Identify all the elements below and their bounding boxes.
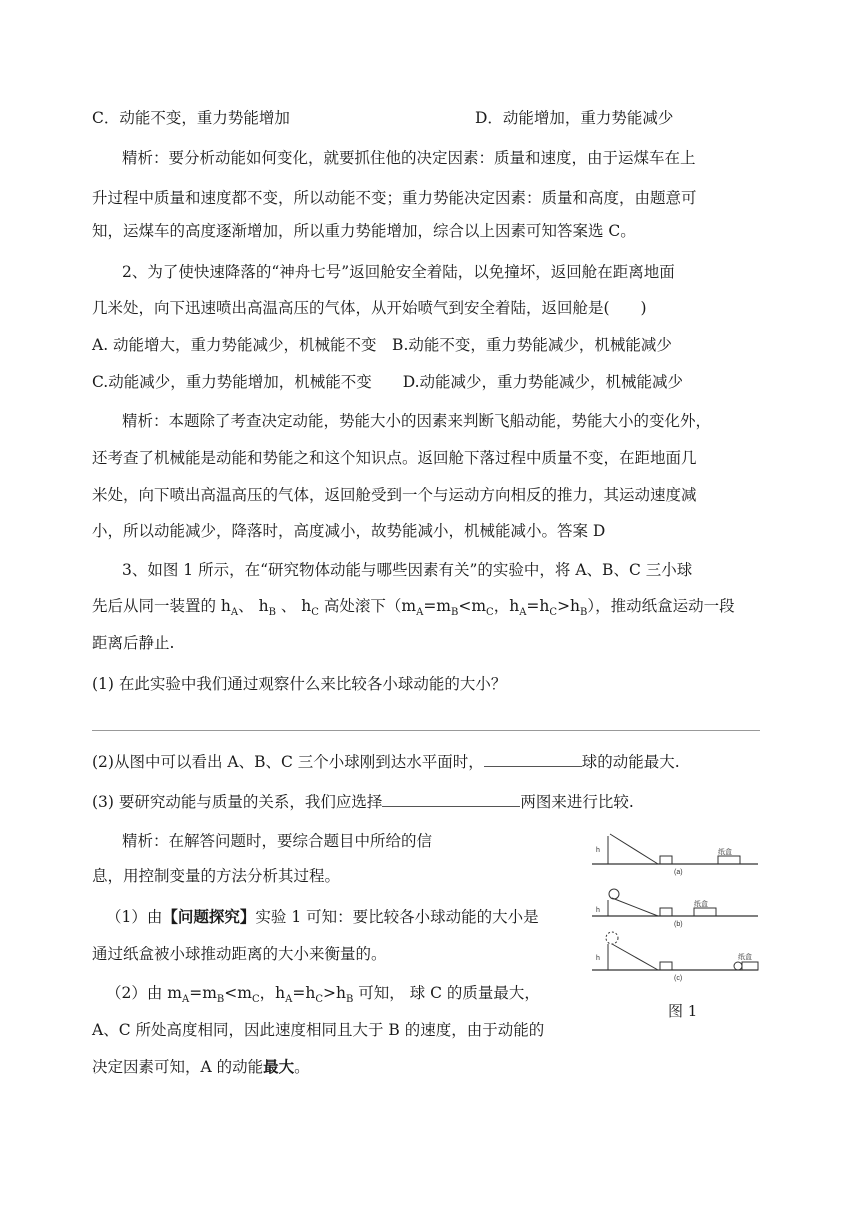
answer-blank	[382, 792, 520, 807]
q3-stem-line: 先后从同一装置的 $h_A$、 $h_B$ 、 $h_C$ 高处滚下（$m_A=m_B<m_C$，$h_A=h_C>h_B$），推动纸盒运动一段	[92, 597, 735, 618]
q3-answer-1-cont: 通过纸盒被小球推动距离的大小来衡量的。	[92, 945, 387, 963]
q2-options-cd: C.动能减少，重力势能增加，机械能不变 D.动能减少，重力势能减少，机械能减少	[92, 373, 684, 391]
svg-text:h: h	[596, 955, 600, 962]
q3-answer-2: （2）由 $m_A=m_B<m_C$，$h_A=h_C>h_B$ 可知， 球 C 的质量最大，	[106, 984, 540, 1005]
q2-analysis-line: 精析：本题除了考查决定动能，势能大小的因素来判断飞船动能，势能大小的变化外，	[122, 412, 712, 430]
q3-sub-question-1: (1) 在此实验中我们通过观察什么来比较各小球动能的大小？	[92, 675, 507, 693]
figure-caption: 图 1	[668, 1002, 698, 1020]
q3-sub-question-3: (3) 要研究动能与质量的关系，我们应选择 两图来进行比较.	[92, 793, 634, 811]
svg-text:纸盒: 纸盒	[718, 849, 732, 856]
q2-stem-line: 几米处，向下迅速喷出高温高压的气体，从开始喷气到安全着陆，返回舱是( )	[92, 299, 647, 317]
q2-stem-line: 2、为了使快速降落的“神舟七号”返回舱安全着陆，以免撞坏，返回舱在距离地面	[122, 263, 675, 281]
q3-stem-line: 距离后静止.	[92, 634, 175, 652]
q1-analysis-line: 升过程中质量和速度都不变，所以动能不变；重力势能决定因素：质量和高度，由题意可	[92, 189, 697, 207]
svg-text:纸盒: 纸盒	[738, 954, 752, 961]
q1-analysis-line: 知，运煤车的高度逐渐增加，所以重力势能增加，综合以上因素可知答案选 C。	[92, 222, 636, 240]
svg-text:纸盒: 纸盒	[694, 901, 708, 908]
svg-text:h: h	[596, 847, 600, 854]
q2-analysis-line: 小，所以动能减少，降落时，高度减小，故势能减小，机械能减小。答案 D	[92, 522, 606, 540]
answer-line	[92, 730, 760, 731]
panel-b	[592, 889, 758, 928]
q3-sub-question-2: (2)从图中可以看出 A、B、C 三个小球刚到达水平面时， 球的动能最大.	[92, 753, 680, 771]
q3-answer-2-cont: 决定因素可知，A 的动能最大。	[92, 1057, 310, 1076]
q3-analysis-line: 息，用控制变量的方法分析其过程。	[92, 867, 341, 885]
q1-option-d: D．动能增加，重力势能减少	[475, 109, 674, 127]
q3-answer-1: （1）由【问题探究】实验 1 可知：要比较各小球动能的大小是	[106, 907, 539, 926]
svg-text:(b): (b)	[674, 921, 683, 928]
svg-text:(a): (a)	[674, 869, 683, 876]
q2-analysis-line: 米处，向下喷出高温高压的气体，返回舱受到一个与运动方向相反的推力，其运动速度减	[92, 486, 697, 504]
q3-analysis-line: 精析：在解答问题时，要综合题目中所给的信	[122, 832, 433, 850]
panel-c	[592, 932, 758, 982]
q1-option-c: C．动能不变，重力势能增加	[92, 109, 290, 127]
q2-analysis-line: 还考查了机械能是动能和势能之和这个知识点。返回舱下落过程中质量不变，在距地面几	[92, 449, 697, 467]
svg-text:(c): (c)	[674, 975, 683, 982]
q3-stem-line: 3、如图 1 所示，在“研究物体动能与哪些因素有关”的实验中，将 A、B、C 三小球	[122, 561, 693, 579]
q2-options-ab: A. 动能增大，重力势能减少，机械能不变 B.动能不变，重力势能减少，机械能减少	[92, 336, 672, 354]
svg-text:h: h	[596, 907, 600, 914]
answer-blank	[484, 752, 582, 767]
figure-1-experiment-diagram	[590, 828, 760, 988]
q3-answer-2-cont: A、C 所处高度相同，因此速度相同且大于 B 的速度，由于动能的	[92, 1021, 545, 1039]
panel-a	[592, 834, 758, 876]
q1-analysis-line: 精析：要分析动能如何变化，就要抓住他的决定因素：质量和速度，由于运煤车在上	[122, 149, 696, 167]
